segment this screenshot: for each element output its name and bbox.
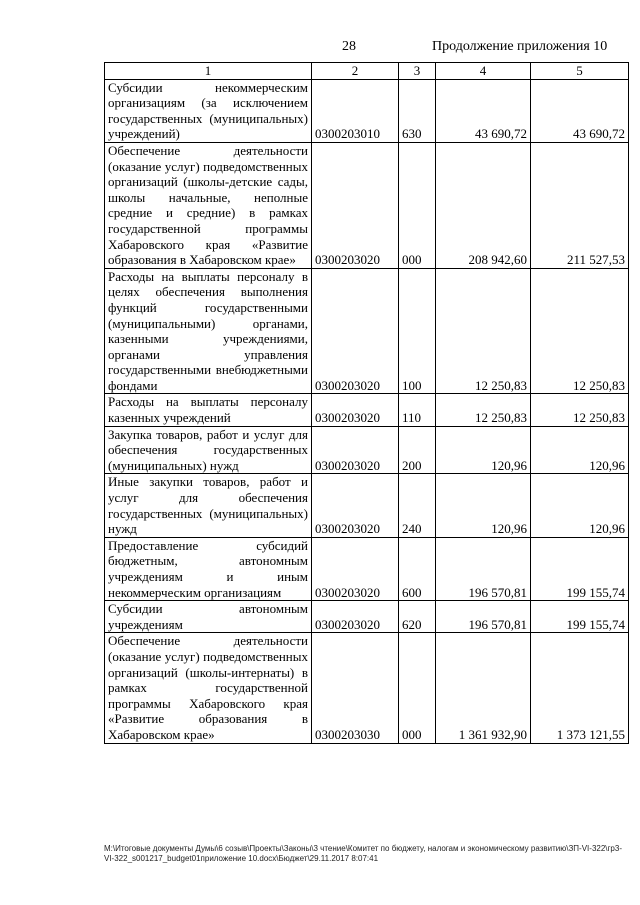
amount-col5: 199 155,74 xyxy=(531,601,629,633)
target-code: 0300203020 xyxy=(312,474,399,537)
column-header-2: 2 xyxy=(312,63,399,80)
amount-col4: 208 942,60 xyxy=(436,142,531,268)
target-code: 0300203020 xyxy=(312,394,399,426)
amount-col5: 43 690,72 xyxy=(531,79,629,142)
target-code: 0300203030 xyxy=(312,633,399,743)
column-header-3: 3 xyxy=(399,63,436,80)
expense-type: 600 xyxy=(399,537,436,600)
row-name: Расходы на выплаты персоналу в целях обеспечения выполнения функций государственными (муниципальными) органами, казенными учреждениями, органами управления государственными внебюджетными фондами xyxy=(105,268,312,394)
row-name: Субсидии автономным учреждениям xyxy=(105,601,312,633)
expense-type: 620 xyxy=(399,601,436,633)
amount-col4: 43 690,72 xyxy=(436,79,531,142)
amount-col4: 196 570,81 xyxy=(436,537,531,600)
row-name: Субсидии некоммерческим организациям (за исключением государственных (муниципальных) учреждений) xyxy=(105,79,312,142)
expense-type: 100 xyxy=(399,268,436,394)
target-code: 0300203020 xyxy=(312,268,399,394)
expense-type: 000 xyxy=(399,633,436,743)
column-header-1: 1 xyxy=(105,63,312,80)
amount-col4: 12 250,83 xyxy=(436,268,531,394)
table-row xyxy=(105,601,629,633)
table-row xyxy=(105,474,629,537)
target-code: 0300203020 xyxy=(312,426,399,474)
amount-col4: 1 361 932,90 xyxy=(436,633,531,743)
table-row xyxy=(105,268,629,394)
table-row xyxy=(105,79,629,142)
row-name: Предоставление субсидий бюджетным, автономным учреждениям и иным некоммерческим организациям xyxy=(105,537,312,600)
row-name: Расходы на выплаты персоналу казенных учреждений xyxy=(105,394,312,426)
row-name: Иные закупки товаров, работ и услуг для обеспечения государственных (муниципальных) нужд xyxy=(105,474,312,537)
column-header-5: 5 xyxy=(531,63,629,80)
document-path-footer: M:\Итоговые документы Думы\6 созыв\Проекты\Законы\3 чтение\Комитет по бюджету, налогам и экономическому развитию\ЗП-VI-322\гр3-VI-322_s001217_budget01приложение 10.docx\Бюджет\29.11.2017 8:07:41 xyxy=(104,844,622,863)
target-code: 0300203020 xyxy=(312,142,399,268)
table-row xyxy=(105,633,629,743)
amount-col4: 12 250,83 xyxy=(436,394,531,426)
table-row xyxy=(105,142,629,268)
row-name: Закупка товаров, работ и услуг для обеспечения государственных (муниципальных) нужд xyxy=(105,426,312,474)
amount-col4: 120,96 xyxy=(436,426,531,474)
row-name: Обеспечение деятельности (оказание услуг) подведомственных организаций (школы-детские сады, школы начальные, неполные средние и средние) в рамках государственной программы Хабаровского края «Развитие образования в Хабаровском крае» xyxy=(105,142,312,268)
expense-type: 240 xyxy=(399,474,436,537)
amount-col4: 120,96 xyxy=(436,474,531,537)
budget-table xyxy=(104,62,629,744)
target-code: 0300203020 xyxy=(312,601,399,633)
amount-col5: 1 373 121,55 xyxy=(531,633,629,743)
table-header-row xyxy=(105,63,629,80)
table-row xyxy=(105,426,629,474)
amount-col4: 196 570,81 xyxy=(436,601,531,633)
amount-col5: 12 250,83 xyxy=(531,268,629,394)
expense-type: 630 xyxy=(399,79,436,142)
expense-type: 200 xyxy=(399,426,436,474)
target-code: 0300203010 xyxy=(312,79,399,142)
expense-type: 110 xyxy=(399,394,436,426)
amount-col5: 120,96 xyxy=(531,474,629,537)
amount-col5: 12 250,83 xyxy=(531,394,629,426)
appendix-continuation-label: Продолжение приложения 10 xyxy=(432,39,608,54)
row-name: Обеспечение деятельности (оказание услуг) подведомственных организаций (школы-интернаты) в рамках государственной программы Хабаровского края «Развитие образования в Хабаровском крае» xyxy=(105,633,312,743)
amount-col5: 120,96 xyxy=(531,426,629,474)
amount-col5: 199 155,74 xyxy=(531,537,629,600)
page-number: 28 xyxy=(342,39,356,54)
table-row xyxy=(105,394,629,426)
amount-col5: 211 527,53 xyxy=(531,142,629,268)
target-code: 0300203020 xyxy=(312,537,399,600)
expense-type: 000 xyxy=(399,142,436,268)
column-header-4: 4 xyxy=(436,63,531,80)
table-row xyxy=(105,537,629,600)
